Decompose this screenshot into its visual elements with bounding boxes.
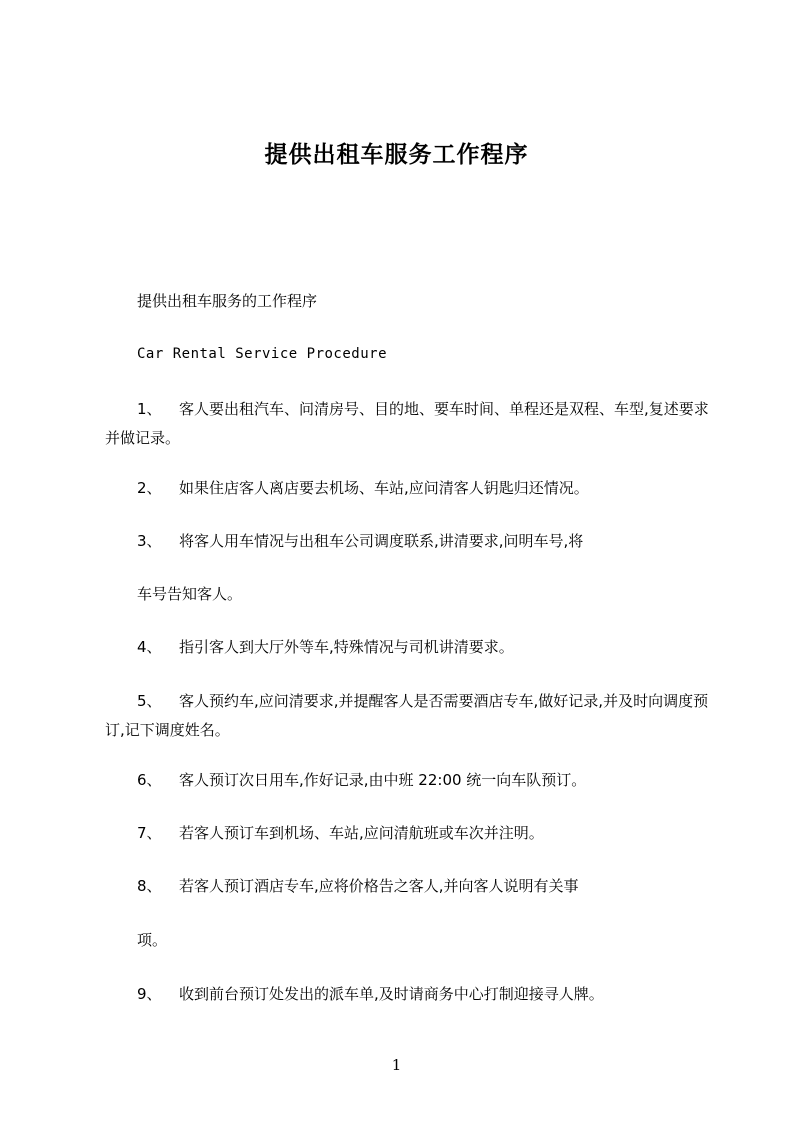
item-text: 收到前台预订处发出的派车单,及时请商务中心打制迎接寻人牌。 (179, 985, 604, 1003)
list-item-2 (137, 476, 589, 500)
list-item-7 (137, 821, 544, 845)
item-number: 1、 (137, 400, 162, 418)
list-item-8-continuation: 项。 (137, 931, 168, 949)
item-number: 3、 (137, 532, 162, 550)
item-number: 8、 (137, 877, 162, 895)
page-number: 1 (391, 1056, 402, 1074)
list-item-4 (137, 635, 514, 659)
list-item-3-continuation: 车号告知客人。 (137, 585, 243, 603)
item-text: 客人预约车,应问清要求,并提醒客人是否需要酒店专车,做好记录,并及时向调度预订,记下调度姓名。 (105, 692, 709, 739)
item-text: 若客人预订车到机场、车站,应问清航班或车次并注明。 (179, 824, 544, 842)
item-text: 如果住店客人离店要去机场、车站,应问清客人钥匙归还情况。 (179, 479, 589, 497)
item-text: 若客人预订酒店专车,应将价格告之客人,并向客人说明有关事 (179, 877, 579, 895)
list-item-1 (105, 395, 715, 453)
list-item-9 (137, 982, 604, 1006)
subtitle-english: Car Rental Service Procedure (137, 346, 388, 362)
item-number: 7、 (137, 824, 162, 842)
item-number: 5、 (137, 692, 162, 710)
list-item-5 (105, 687, 715, 745)
item-number: 2、 (137, 479, 162, 497)
subtitle-chinese: 提供出租车服务的工作程序 (137, 292, 318, 310)
list-item-6 (137, 768, 586, 792)
list-item-3 (137, 529, 583, 553)
item-number: 9、 (137, 985, 162, 1003)
item-number: 4、 (137, 638, 162, 656)
item-text: 客人要出租汽车、问清房号、目的地、要车时间、单程还是双程、车型,复述要求并做记录。 (105, 400, 709, 447)
item-text: 指引客人到大厅外等车,特殊情况与司机讲清要求。 (179, 638, 514, 656)
item-text: 客人预订次日用车,作好记录,由中班 22:00 统一向车队预订。 (179, 771, 587, 789)
list-item-8 (137, 874, 579, 898)
item-number: 6、 (137, 771, 162, 789)
document-title: 提供出租车服务工作程序 (264, 142, 529, 168)
item-text: 将客人用车情况与出租车公司调度联系,讲清要求,问明车号,将 (179, 532, 584, 550)
